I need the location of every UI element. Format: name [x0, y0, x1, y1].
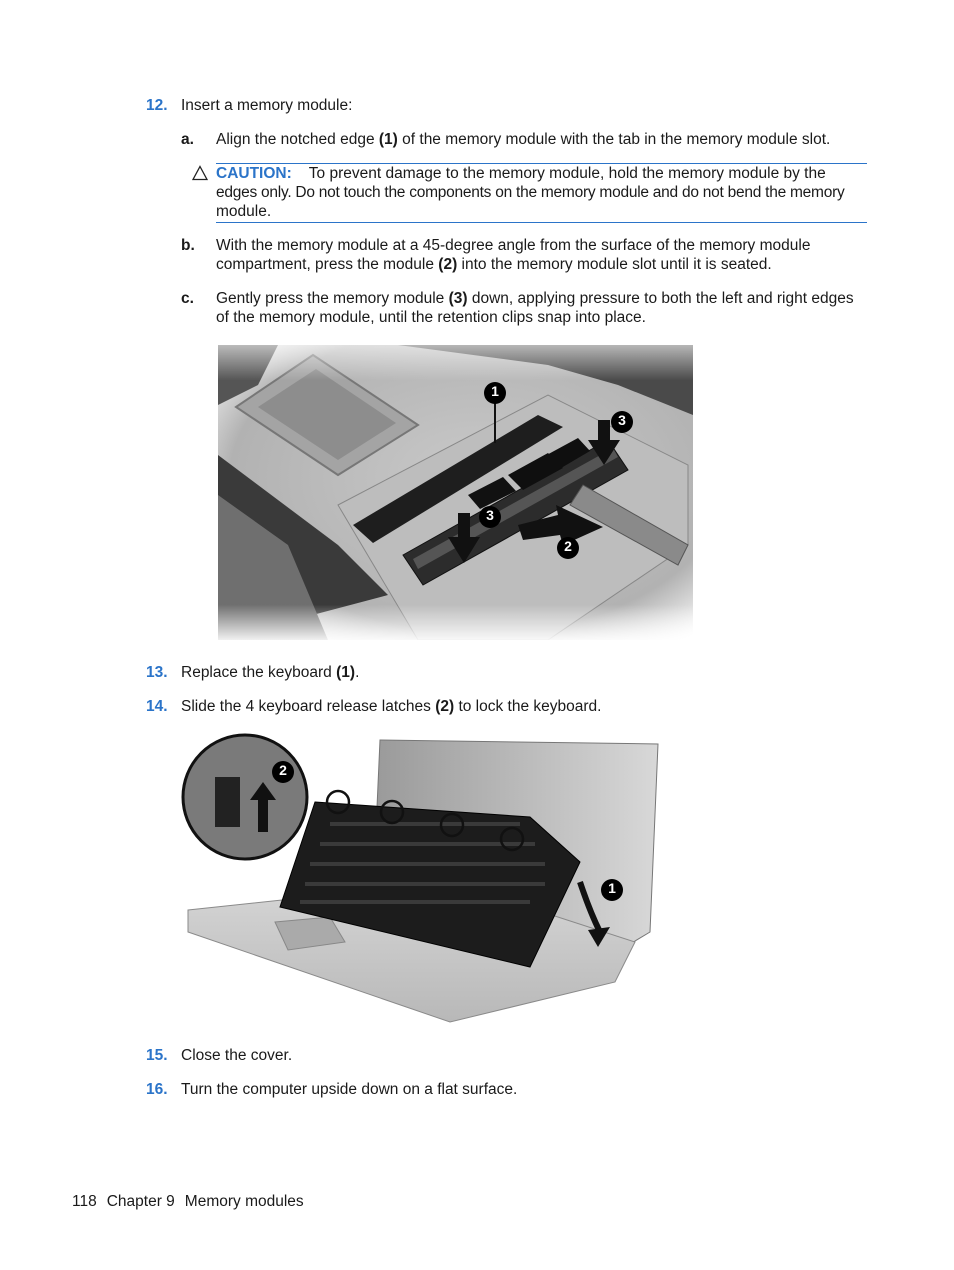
page-number: 118: [72, 1193, 97, 1210]
substep-label: b.: [181, 237, 195, 254]
text: to lock the keyboard.: [454, 698, 602, 715]
text: of the memory module with the tab in the memory module slot.: [397, 131, 831, 148]
step-12: [146, 96, 168, 115]
callout-ref: (2): [435, 698, 455, 715]
substep-c-line-2: of the memory module, until the retention clips snap into place.: [216, 309, 646, 326]
chapter-label: Chapter 9: [106, 1193, 175, 1210]
memory-module-figure: [218, 345, 693, 640]
text: Align the notched edge: [216, 131, 379, 148]
text: To prevent damage to the memory module, hold the memory module by the: [308, 165, 826, 182]
text: compartment, press the module: [216, 256, 439, 273]
text: Replace the keyboard: [181, 664, 337, 681]
chapter-title: Memory modules: [184, 1193, 304, 1210]
step-13: [146, 663, 168, 682]
callout-number: 2: [564, 538, 572, 554]
keyboard-figure: [180, 732, 660, 1027]
text: Slide the 4 keyboard release latches: [181, 698, 436, 715]
substep-b-line-1: With the memory module at a 45-degree angle from the surface of the memory module: [216, 237, 811, 254]
step-16: [146, 1080, 168, 1099]
text: .: [355, 664, 360, 681]
step-number: 14.: [146, 698, 168, 715]
callout-number: 3: [618, 412, 626, 428]
step-number: 15.: [146, 1047, 168, 1064]
callout-ref: (2): [438, 256, 458, 273]
step-16-text: Turn the computer upside down on a flat surface.: [181, 1081, 518, 1098]
substep-c-line-1: [216, 289, 854, 308]
caution-line-1: [216, 164, 826, 183]
step-14: [146, 697, 168, 716]
warning-triangle-icon: [192, 165, 208, 181]
callout-number: 1: [491, 383, 499, 399]
step-number: 13.: [146, 664, 168, 681]
step-number: 12.: [146, 97, 168, 114]
substep-b-line-2: [216, 255, 772, 274]
callout-ref: (1): [336, 664, 356, 681]
step-15-text: Close the cover.: [181, 1047, 293, 1064]
substep-label: a.: [181, 131, 194, 148]
step-13-text: [181, 663, 359, 682]
callout-number: 3: [486, 507, 494, 523]
substep-label: c.: [181, 290, 194, 307]
substep-a-text: [216, 130, 830, 149]
text: into the memory module slot until it is seated.: [457, 256, 772, 273]
step-15: [146, 1046, 168, 1065]
text: down, applying pressure to both the left and right edges: [467, 290, 854, 307]
step-14-text: [181, 697, 601, 716]
callout-number: 1: [608, 880, 616, 896]
step-12-text: Insert a memory module:: [181, 97, 353, 114]
page-footer: [72, 1193, 314, 1211]
step-number: 16.: [146, 1081, 168, 1098]
caution-title: CAUTION:: [216, 165, 292, 182]
caution-line-3: module.: [216, 203, 272, 220]
callout-number: 2: [279, 762, 287, 778]
caution-bottom-rule: [216, 222, 867, 223]
callout-ref: (1): [378, 131, 398, 148]
text: Gently press the memory module: [216, 290, 449, 307]
callout-ref: (3): [448, 290, 468, 307]
caution-line-2: edges only. Do not touch the components on the memory module and do not bend the memory: [216, 184, 845, 201]
